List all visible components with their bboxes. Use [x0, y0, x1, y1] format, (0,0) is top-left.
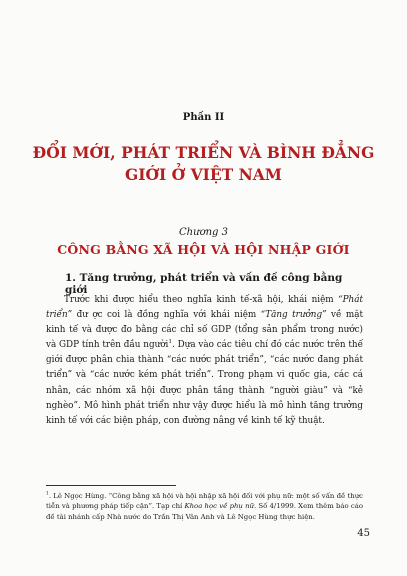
footnote-divider: [46, 485, 176, 486]
footnote: [46, 491, 363, 522]
body-text-run: Trước khi được hiểu theo nghĩa kinh tế-xã hội, khái niệm: [64, 295, 339, 305]
page-number: 45: [357, 528, 370, 539]
footnote-text-run: . Lê Ngọc Hùng. “Công bằng xã hội và hội nhập xã hội đối với phụ nữ: một số vấn đề thực tiễn và phương pháp tiếp cận”. Tạp chí: [46, 492, 363, 511]
footnote-text-run: . Số 4/1999. Xem thêm báo cáo đề tài nhánh cấp Nhà nước do Trần Thị Vân Anh và Lê Ngọc Hùng thực hiện.: [46, 502, 363, 521]
section-heading: 1. Tăng trưởng, phát triển và vấn đề công bằng giới: [65, 272, 343, 296]
chapter-label: Chương 3: [179, 227, 228, 238]
body-paragraph: [46, 293, 363, 429]
footnote-reference[interactable]: 1: [168, 339, 173, 346]
body-text-run: về mặt kinh tế và được đo bằng các chỉ số GDP (tổng sản phẩm trong nước) và GDP tính trên đầu người: [46, 310, 363, 351]
footnote-number: 1: [46, 491, 49, 497]
footnote-journal-title: Khoa học về phụ nữ: [184, 502, 254, 511]
body-italic-term: “Tăng trưởng”: [260, 310, 327, 321]
part-label: Phần II: [182, 112, 225, 123]
body-italic-term: “Phát triển”: [46, 295, 363, 321]
part-title: ĐỔI MỚI, PHÁT TRIỂN VÀ BÌNH ĐẲNG GIỚI Ở VIỆT NAM: [32, 143, 375, 184]
body-text-run: . Dựa vào các tiêu chí đó các nước trên thế giới được phân chia thành “các nước phát triển”, “các nước đang phát triển” và “các nước kém phát triển”. Trong phạm vi quốc gia, các cá nhân, các nhóm xã hội được phân tầng thành “người giàu” và “kẻ nghèo”. Mô hình phát triển như vậy được hiểu là mô hình tăng trưởng kinh tế với các biện pháp, con đường nâng về kinh tế kỹ thuật.: [46, 340, 364, 426]
body-text-run: đư ợc coi là đồng nghĩa với khái niệm: [72, 310, 261, 321]
chapter-title: CÔNG BẰNG XÃ HỘI VÀ HỘI NHẬP GIỚI: [57, 242, 350, 257]
